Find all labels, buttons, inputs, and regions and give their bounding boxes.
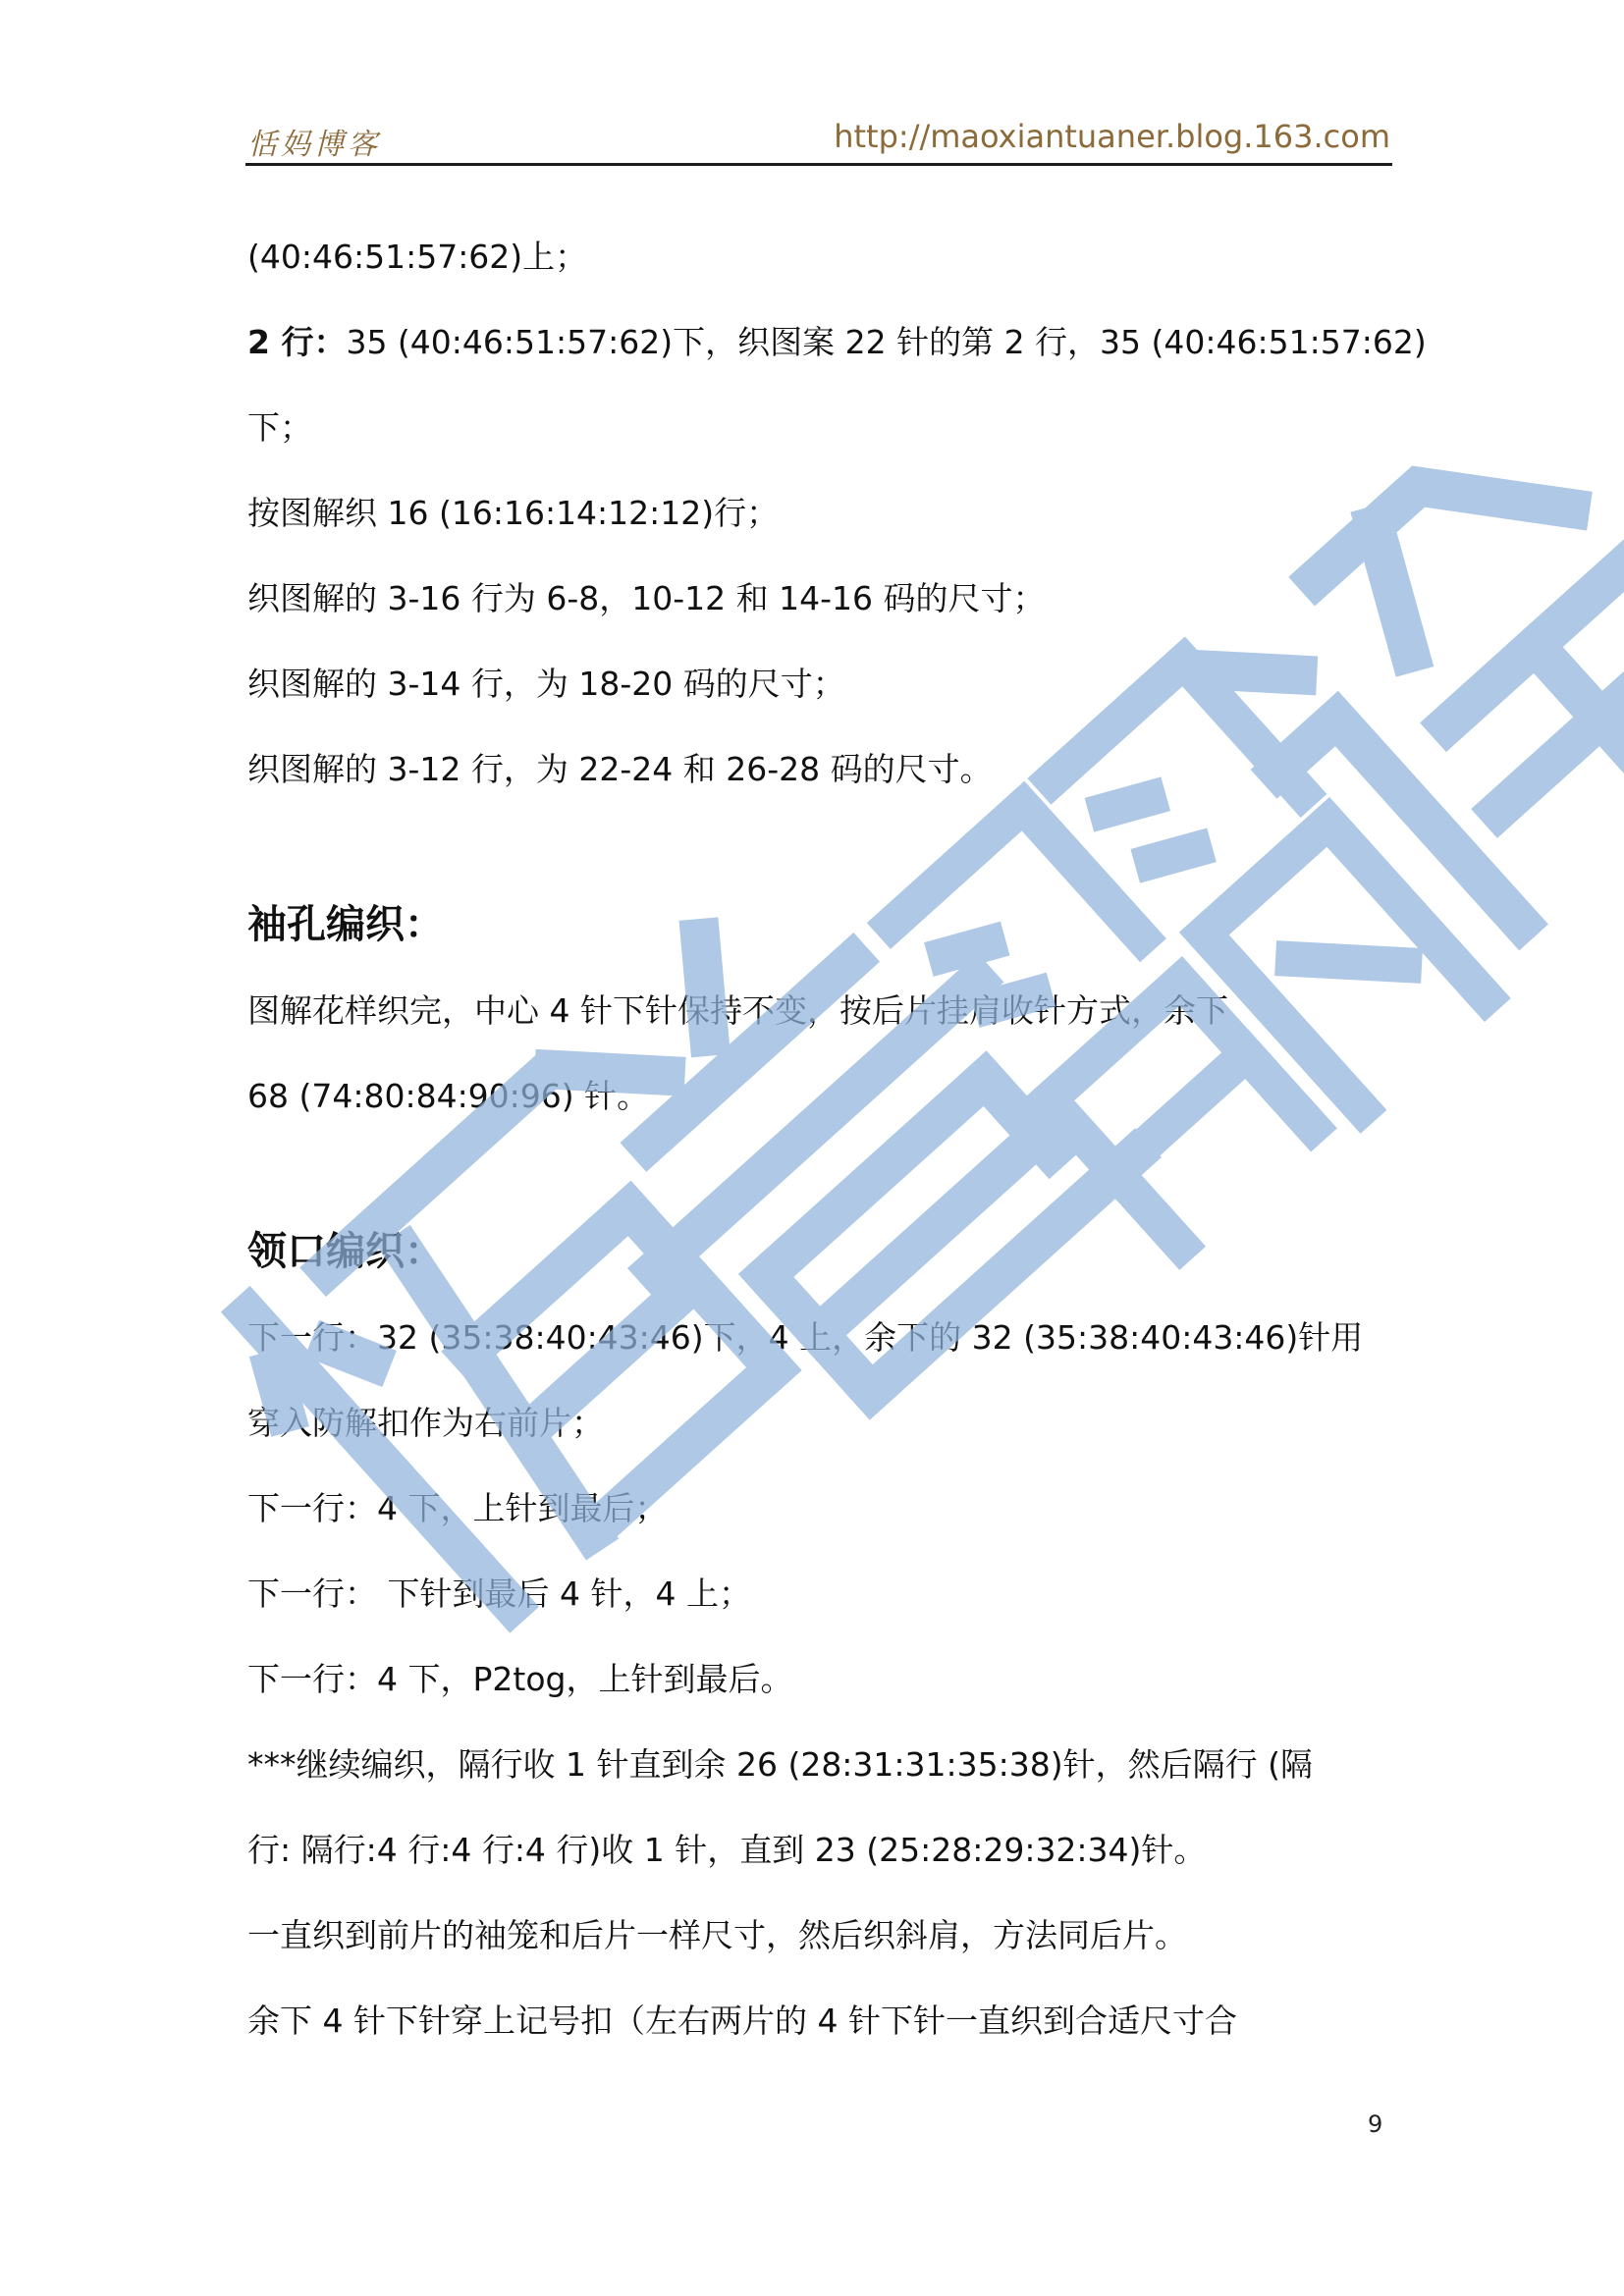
- section-heading-armhole: 袖孔编织：: [247, 902, 444, 947]
- body-line: (40:46:51:57:62)上；: [247, 238, 588, 276]
- blog-name: 恬妈博客: [247, 128, 381, 162]
- body-line: 下一行： 下针到最后 4 针，4 上；: [247, 1575, 751, 1613]
- blog-url[interactable]: http://maoxiantuaner.blog.163.com: [834, 118, 1390, 155]
- body-line: 图解花样织完，中心 4 针下针保持不变，按后片挂肩收针方式，余下: [247, 991, 1228, 1030]
- body-line: 穿入防解扣作为右前片；: [247, 1404, 604, 1442]
- body-line: 一直织到前片的袖笼和后片一样尺寸，然后织斜肩，方法同后片。: [247, 1916, 1187, 1954]
- body-line: ***继续编织，隔行收 1 针直到余 26 (28:31:31:35:38)针，然后隔行 (隔: [247, 1745, 1313, 1784]
- body-line: 按图解织 16 (16:16:14:12:12)行；: [247, 494, 780, 532]
- page-header: [245, 114, 1392, 163]
- body-line: 68 (74:80:84:90:96) 针。: [247, 1077, 650, 1115]
- header-divider: [245, 163, 1392, 166]
- page-number: 9: [1368, 2110, 1383, 2138]
- body-line: 下一行：32 (35:38:40:43:46)下，4 上，余下的 32 (35:38:40:43:46)针用: [247, 1318, 1364, 1357]
- body-line: 2 行：35 (40:46:51:57:62)下，织图案 22 针的第 2 行，35 (40:46:51:57:62): [247, 323, 1427, 361]
- body-line: 下一行：4 下，P2tog，上针到最后。: [247, 1660, 793, 1698]
- page-body: [247, 214, 1427, 2063]
- body-line: 余下 4 针下针穿上记号扣（左右两片的 4 针下针一直织到合适尺寸合: [247, 2002, 1237, 2040]
- body-line: 织图解的 3-16 行为 6-8，10-12 和 14-16 码的尺寸；: [247, 579, 1046, 617]
- body-line: 下一行：4 下，上针到最后；: [247, 1489, 668, 1527]
- body-line: 织图解的 3-12 行，为 22-24 和 26-28 码的尺寸。: [247, 750, 993, 788]
- body-line: 行: 隔行:4 行:4 行:4 行)收 1 针，直到 23 (25:28:29:32:34)针。: [247, 1831, 1207, 1869]
- section-heading-neckline: 领口编织：: [247, 1229, 444, 1274]
- body-line: 下；: [247, 408, 312, 447]
- body-line: 织图解的 3-14 行，为 18-20 码的尺寸；: [247, 665, 845, 703]
